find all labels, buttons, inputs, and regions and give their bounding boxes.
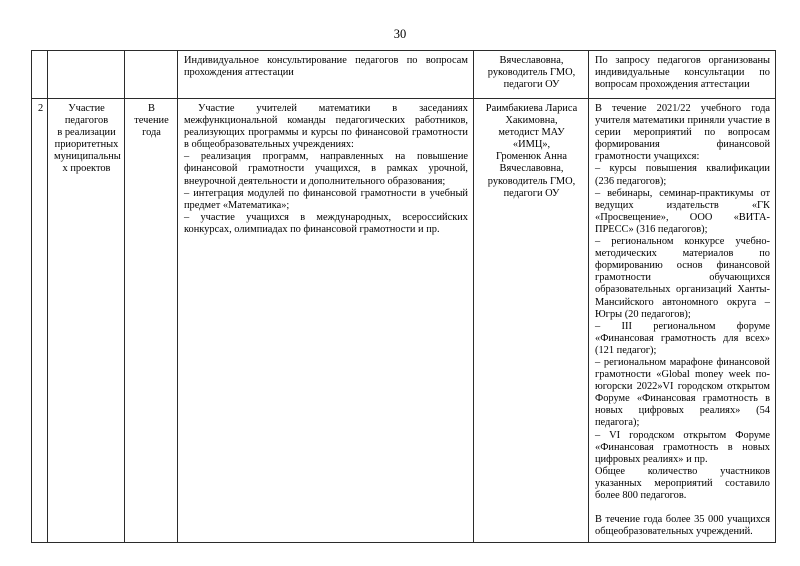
cell-term [125,51,178,99]
result-item: – региональном марафоне финансовой грамотности «Global money week по-югорски 2022»VI городском открытом Форуме «Финансовая грамотность в новых цифровых реалиях» (54 педагога); [595,356,770,429]
cell-result [589,99,776,543]
responsible-line: Хакимовна, [505,115,558,127]
activity-name-line: Участие [68,103,105,114]
result-intro: В течение 2021/22 учебного года учителя математики приняли участие в серии мероприятий по вопросам формирования финансовой грамотности учащихся: [595,103,770,163]
result-item: – региональном конкурсе учебно-методических материалов по формированию основ финансовой грамотности обучающихся образовательных организаций Ханты-Мансийского автономного округа – Югры (20 педагогов); [595,236,770,320]
cell-row-number: 2 [32,99,48,543]
cell-term [125,99,178,543]
result-item: – VI городском открытом Форуме «Финансовая грамотность в новых цифровых реалиях» и пр. [595,429,770,465]
responsible-line: педагоги ОУ [503,79,560,91]
activity-plan-table [31,50,776,543]
responsible-line: Вячеславовна, [499,55,564,66]
result-item: – курсы повышения квалификации (236 педагогов); [595,163,770,187]
cell-responsible [474,51,589,99]
cell-activity-name [48,99,125,543]
result-summary: Общее количество участников указанных мероприятий составило более 800 педагогов. [595,465,770,501]
responsible-line: Раимбакиева Лариса [485,103,578,114]
table-row [32,99,776,543]
description-item: – участие учащихся в международных, всероссийских конкурсах, олимпиадах по финансовой грамотности и пр. [184,211,468,235]
activity-name-line: в реализации [57,127,116,139]
responsible-line: Вячеславовна, [499,163,564,175]
cell-row-number [32,51,48,99]
cell-description [178,99,474,543]
responsible-line: методист МАУ «ИМЦ», [498,127,565,151]
table-row [32,51,776,99]
responsible-line: Громенюк Анна [496,151,567,163]
cell-activity-name [48,51,125,99]
cell-responsible [474,99,589,543]
description-item: – интеграция модулей по финансовой грамотности в учебный предмет «Математика»; [184,187,468,211]
result-text: По запросу педагогов организованы индивидуальные консультации по вопросам прохождения аттестации [595,55,770,91]
responsible-line: педагоги ОУ [503,187,560,199]
cell-result [589,51,776,99]
description-item: – реализация программ, направленных на повышение финансовой грамотности учащихся, в рамках урочной, внеурочной деятельности и дополнительного образования; [184,151,468,187]
term-line: года [142,127,161,139]
activity-name-line: приоритетных [54,139,119,151]
paragraph-spacer [595,502,770,514]
result-item: – III региональном форуме «Финансовая грамотность для всех» (121 педагог); [595,320,770,356]
description-text: Индивидуальное консультирование педагогов по вопросам прохождения аттестации [184,55,468,79]
responsible-line: руководитель ГМО, [487,67,576,79]
description-intro: Участие учителей математики в заседаниях межфункциональной команды педагогических работников, реализующих программы и курсы по финансовой грамотности в общеобразовательных учреждениях: [184,103,468,151]
activity-name-line: муниципальны [54,151,121,163]
activity-name-line: х проектов [62,163,111,175]
result-footer: В течение года более 35 000 учащихся общеобразовательных учреждений. [595,514,770,538]
responsible-line: руководитель ГМО, [487,175,576,187]
result-item: – вебинары, семинар-практикумы от ведущих издательств «ГК «Просвещение», ООО «ВИТА-ПРЕСС» (316 педагогов); [595,187,770,235]
page-number: 30 [393,27,407,41]
activity-name-line: педагогов [64,115,109,127]
term-line: В течение [134,103,169,127]
cell-description [178,51,474,99]
table-container [31,50,775,543]
